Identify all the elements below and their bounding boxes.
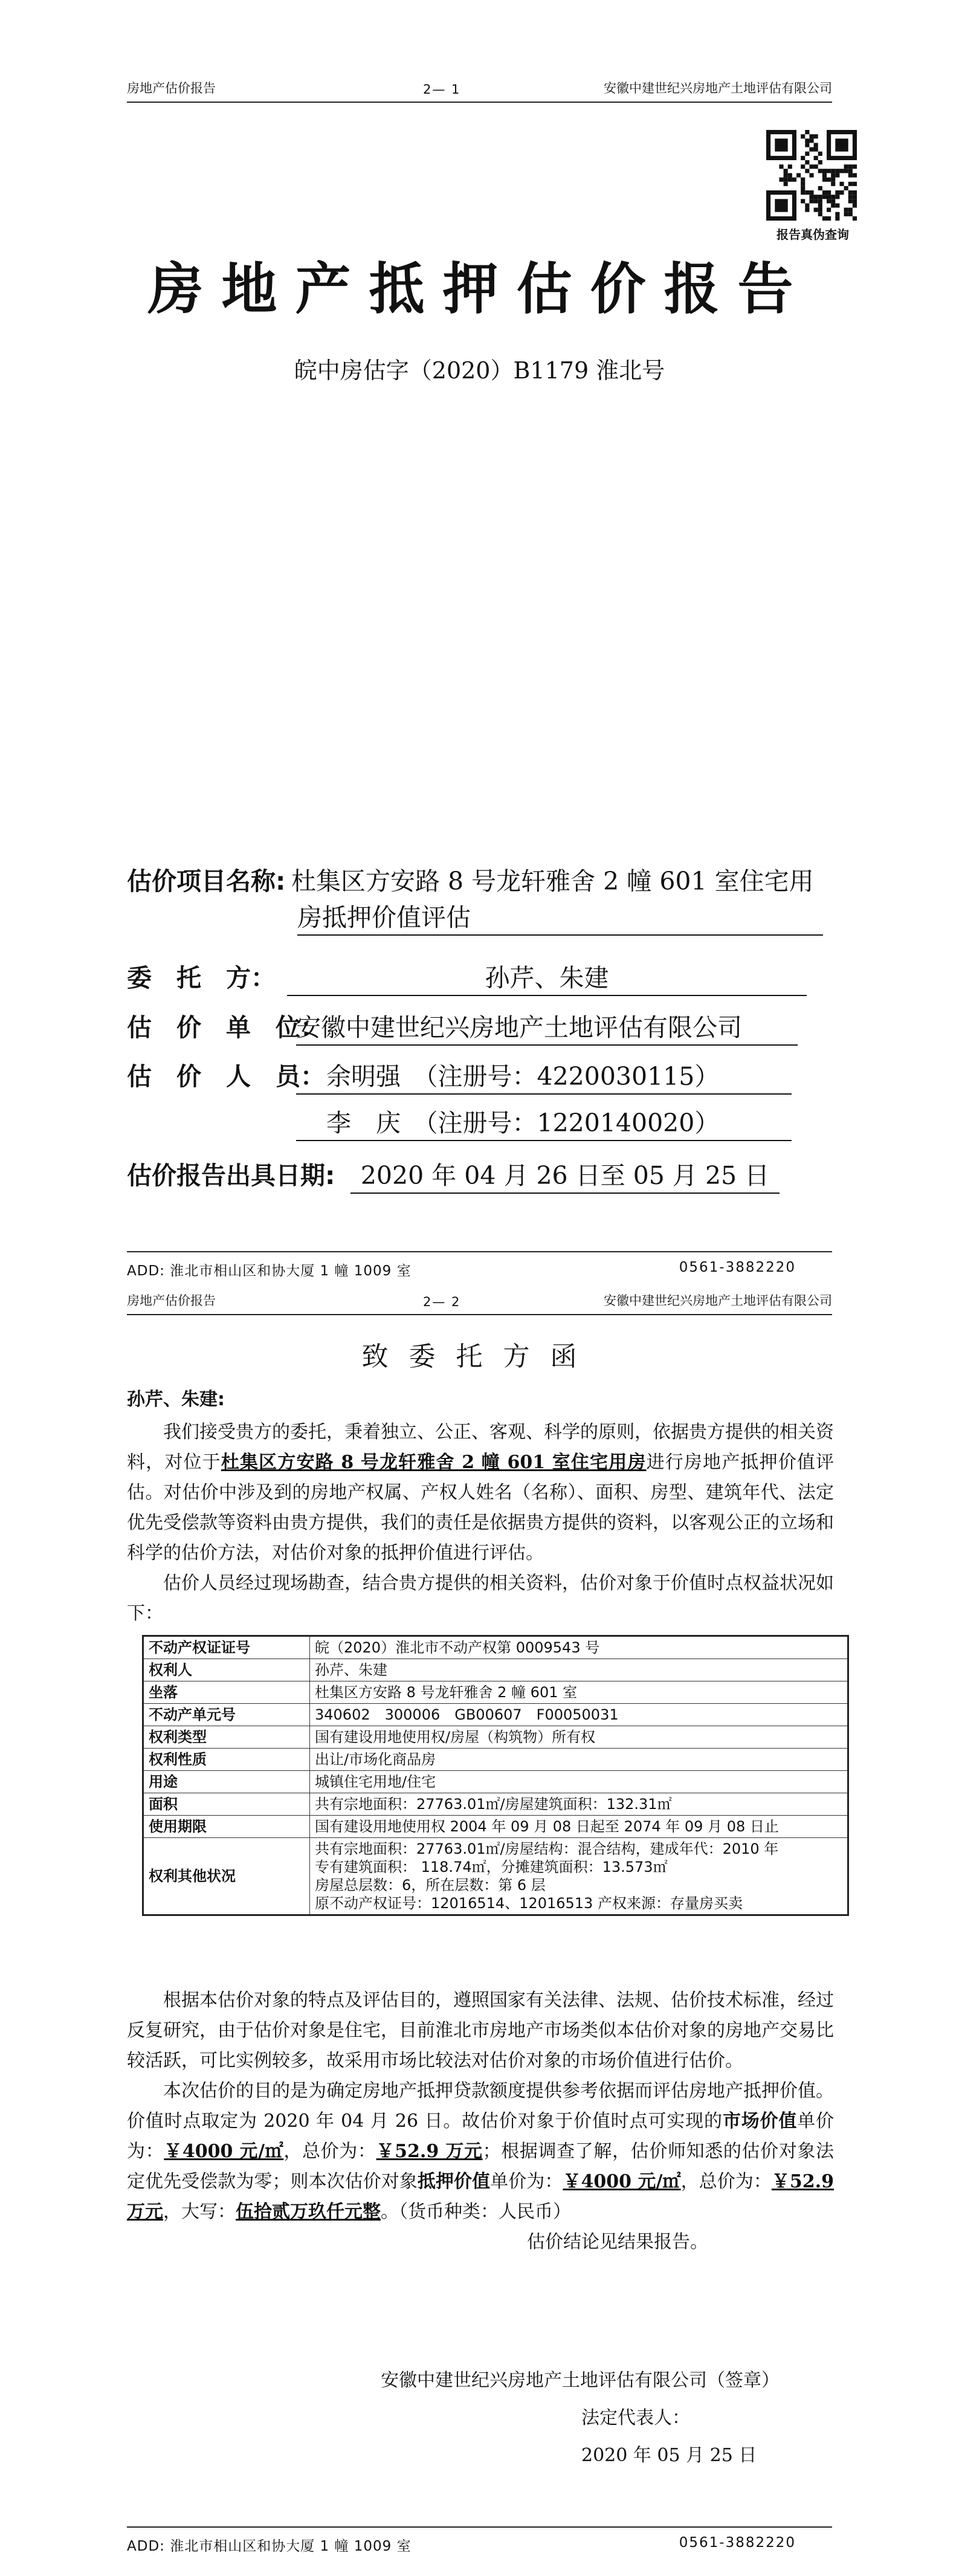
- project-name-label: 估价项目名称:: [127, 867, 286, 896]
- footer-phone: 0561-3882220: [679, 1260, 796, 1275]
- rights-table-key: 不动产单元号: [143, 1704, 310, 1726]
- rights-table-value: 皖（2020）淮北市不动产权第 0009543 号: [310, 1636, 848, 1659]
- rights-table-value: 孙芹、朱建: [310, 1659, 848, 1681]
- rights-table-value: 城镇住宅用地/住宅: [310, 1771, 848, 1793]
- rights-table-value: [310, 1838, 848, 1915]
- rights-table-value: 出让/市场化商品房: [310, 1749, 848, 1771]
- other-rights-line: 原不动产权证号：12016514、12016513 产权来源：存量房买卖: [315, 1895, 743, 1912]
- mortgage-value-label: 抵押价值: [417, 2171, 491, 2192]
- page-header: [127, 1291, 832, 1315]
- header-left: 房地产估价报告: [127, 81, 216, 95]
- para1-text: 我们接受贵方的委托，秉着独立、公正、客观、科学的原则，依据贵方提供的相关资料，对位于: [127, 1422, 834, 1473]
- rights-table-row: [143, 1771, 848, 1793]
- report-date-label: 估价报告出具日期:: [127, 1161, 335, 1190]
- header-page-number: 2— 1: [423, 82, 461, 97]
- report-title: 房地产抵押估价报告: [147, 257, 812, 322]
- para5-text: 估价结论见结果报告。: [527, 2231, 708, 2253]
- rights-table-row: [143, 1636, 848, 1659]
- rights-table-key: 权利人: [143, 1659, 310, 1681]
- rights-table: [142, 1635, 849, 1916]
- rights-table-row: [143, 1726, 848, 1749]
- appraiser-2: 李 庆 （注册号：1220140020）: [296, 1103, 792, 1141]
- footer-address: ADD: 淮北市相山区和协大厦 1 幢 1009 室: [127, 1263, 412, 1279]
- page-footer: [127, 1251, 832, 1279]
- letter-page: [0, 1287, 959, 2576]
- rights-table-value: 340602 300006 GB00607 F00050031: [310, 1704, 848, 1726]
- header-company: 安徽中建世纪兴房地产土地评估有限公司: [604, 1293, 832, 1308]
- rights-table-key: 使用期限: [143, 1816, 310, 1838]
- rights-table-value: 国有建设用地使用权 2004 年 09 月 08 日起至 2074 年 09 月 08 日止: [310, 1816, 848, 1838]
- market-value-label: 市场价值: [722, 2111, 798, 2132]
- signature-date: 2020 年 05 月 25 日: [581, 2445, 757, 2466]
- rights-table-value: 共有宗地面积：27763.01㎡/房屋建筑面积：132.31㎡: [310, 1793, 848, 1816]
- rights-table-key: 坐落: [143, 1681, 310, 1704]
- rights-table-row: [143, 1659, 848, 1681]
- project-name-line1: 杜集区方安路 8 号龙轩雅舍 2 幢 601 室住宅用: [291, 867, 814, 896]
- market-total-price: ￥52.9 万元: [376, 2141, 483, 2162]
- page-footer: [127, 2526, 832, 2554]
- rights-table-row: [143, 1793, 848, 1816]
- letter-title: 致委托方函: [361, 1341, 598, 1372]
- page-header: [127, 79, 832, 103]
- rights-table-row: [143, 1816, 848, 1838]
- report-ref-number: 皖中房估字（2020）B1179 淮北号: [294, 357, 665, 384]
- header-left: 房地产估价报告: [127, 1293, 216, 1308]
- mortgage-total-price: ￥52.9 万元: [127, 2171, 834, 2222]
- para3-text: 根据本估价对象的特点及评估目的，遵照国家有关法律、法规、估价技术标准，经过反复研究，由于估价对象是住宅，目前淮北市房地产市场类似本估价对象的房地产交易比较活跃，可比实例较多，故采用市场比较法对估价对象的市场价值进行估价。: [127, 1990, 834, 2071]
- letter-paragraph-1: [127, 1417, 834, 1629]
- qr-code-icon[interactable]: [766, 130, 857, 221]
- appraiser-1: 余明强 （注册号：4220030115）: [296, 1057, 792, 1095]
- rights-table-value: 杜集区方安路 8 号龙轩雅舍 2 幢 601 室: [310, 1681, 848, 1704]
- rights-table-row-other: [143, 1838, 848, 1915]
- rights-table-row: [143, 1749, 848, 1771]
- report-date-value: 2020 年 04 月 26 日至 05 月 25 日: [350, 1156, 780, 1194]
- rights-table-key: 面积: [143, 1793, 310, 1816]
- rights-table-row: [143, 1681, 848, 1704]
- client-value: 孙芹、朱建: [287, 958, 807, 996]
- appraisal-unit-label: 估 价 单 位：: [127, 1013, 325, 1042]
- letter-paragraph-3: [127, 1985, 834, 2257]
- signature-representative: 法定代表人：: [581, 2407, 690, 2429]
- footer-phone: 0561-3882220: [679, 2535, 796, 2551]
- rights-table-row: [143, 1704, 848, 1726]
- report-cover-page: [0, 0, 959, 1287]
- project-name-line2: 房抵押价值评估: [297, 898, 823, 936]
- salutation: 孙芹、朱建:: [127, 1389, 225, 1410]
- appraiser-label: 估 价 人 员：: [127, 1062, 325, 1091]
- property-address: 杜集区方安路 8 号龙轩雅舍 2 幢 601 室住宅用房: [221, 1452, 647, 1473]
- other-rights-line: 共有宗地面积：27763.01㎡/房屋结构：混合结构，建成年代：2010 年: [315, 1840, 779, 1857]
- other-rights-line: 房屋总层数：6，所在层数：第 6 层: [315, 1877, 546, 1894]
- rights-table-value: 国有建设用地使用权/房屋（构筑物）所有权: [310, 1726, 848, 1749]
- other-rights-line: 专有建筑面积： 118.74㎡，分摊建筑面积：13.573㎡: [315, 1859, 668, 1875]
- para4-text: 本次估价的目的是为确定房地产抵押贷款额度提供参考依据而评估房地产抵押价值。价值时点取定为 2020 年 04 月 26 日。故估价对象于价值时点可实现的市场价值单价为：￥4000 元/㎡，总价为：￥52.9 万元；根据调查了解，估价师知悉的估价对象法定优先受偿款为零；则本次估价对象抵押价值单价为：￥4000 元/㎡，总价为：￥52.9 万元，大写：伍拾贰万玖仟元整。（货币种类：人民币）: [127, 2080, 835, 2222]
- signature-company: 安徽中建世纪兴房地产土地评估有限公司（签章）: [381, 2370, 780, 2391]
- header-company: 安徽中建世纪兴房地产土地评估有限公司: [604, 81, 832, 95]
- market-unit-price: ￥4000 元/㎡: [164, 2141, 284, 2162]
- qr-caption: 报告真伪查询: [777, 227, 849, 242]
- client-label: 委 托 方：: [127, 963, 276, 992]
- rights-table-key: 权利类型: [143, 1726, 310, 1749]
- rights-table-key: 权利性质: [143, 1749, 310, 1771]
- rights-table-key: 权利其他状况: [143, 1838, 310, 1915]
- footer-address: ADD: 淮北市相山区和协大厦 1 幢 1009 室: [127, 2539, 412, 2554]
- appraisal-unit-value: 安徽中建世纪兴房地产土地评估有限公司: [296, 1008, 798, 1046]
- rights-table-key: 不动产权证证号: [143, 1636, 310, 1659]
- total-in-words: 伍拾贰万玖仟元整: [236, 2201, 381, 2222]
- rights-table-key: 用途: [143, 1771, 310, 1793]
- para2-text: 估价人员经过现场勘查，结合贵方提供的相关资料，估价对象于价值时点权益状况如下：: [127, 1573, 834, 1624]
- para1-text-cont: 进行房地产抵押价值评估。对估价中涉及到的房地产权属、产权人姓名（名称）、面积、房型、建筑年代、法定优先受偿款等资料由贵方提供，我们的责任是依据贵方提供的资料，以客观公正的立场和科学的估价方法，对估价对象的抵押价值进行评估。: [127, 1452, 835, 1564]
- mortgage-unit-price: ￥4000 元/㎡: [563, 2171, 681, 2192]
- header-page-number: 2— 2: [423, 1295, 461, 1309]
